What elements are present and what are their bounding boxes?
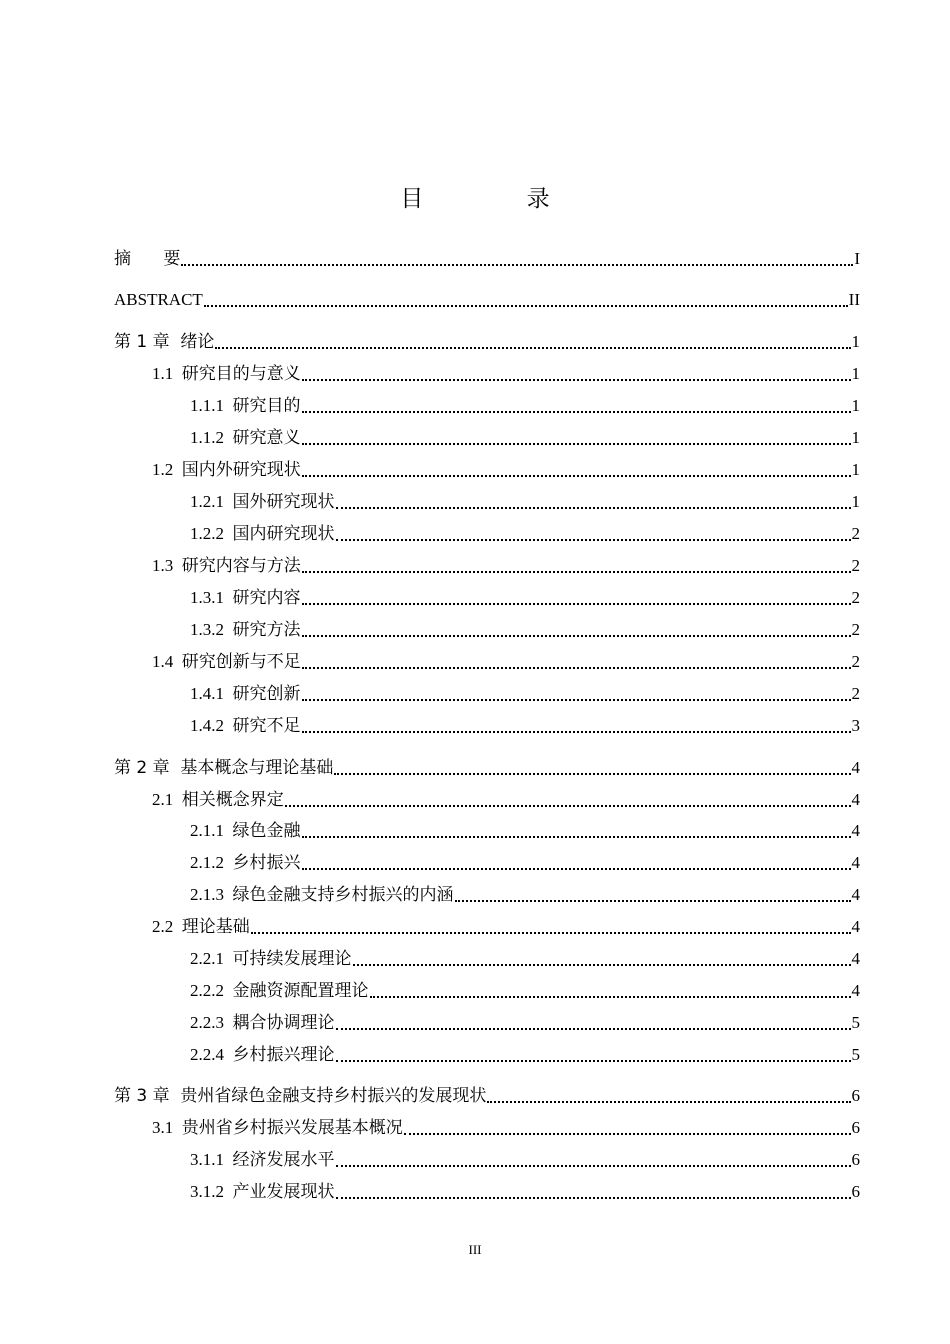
- toc-entry-page: 1: [851, 460, 860, 479]
- toc-entry[interactable]: [190, 948, 860, 970]
- toc-dot-leader: [404, 1133, 851, 1135]
- toc-entry-page: 1: [851, 332, 860, 351]
- toc-entry-page: 5: [851, 1045, 860, 1064]
- toc-dot-leader: [487, 1101, 850, 1103]
- toc-entry-page: 1: [851, 396, 860, 415]
- toc-entry-label: 第 1 章 绪论: [114, 332, 215, 352]
- toc-entry[interactable]: [152, 363, 860, 385]
- toc-entry[interactable]: [190, 980, 860, 1002]
- toc-entry[interactable]: [114, 757, 860, 779]
- toc-entry[interactable]: [190, 1012, 860, 1034]
- toc-entry-label: 1.1.1 研究目的: [190, 396, 301, 415]
- toc-entry-label: 1.3 研究内容与方法: [152, 556, 301, 575]
- toc-entry[interactable]: [190, 427, 860, 449]
- toc-dot-leader: [336, 507, 851, 509]
- toc-entry-page: 4: [851, 853, 860, 872]
- toc-dot-leader: [336, 1197, 851, 1199]
- toc-entry-page: 1: [851, 364, 860, 383]
- toc-entry-page: 4: [851, 981, 860, 1000]
- toc-entry-label: 1.4.2 研究不足: [190, 716, 301, 735]
- toc-entry[interactable]: [114, 248, 860, 270]
- toc-entry[interactable]: [152, 459, 860, 481]
- toc-entry[interactable]: [114, 1085, 860, 1107]
- toc-dot-leader: [302, 411, 851, 413]
- toc-entry-page: 6: [851, 1086, 860, 1105]
- toc-dot-leader: [302, 667, 851, 669]
- toc-dot-leader: [302, 731, 851, 733]
- toc-dot-leader: [353, 964, 851, 966]
- toc-entry[interactable]: [114, 289, 860, 311]
- toc-entry-label: 1.1 研究目的与意义: [152, 364, 301, 383]
- toc-entry-label: 1.3.1 研究内容: [190, 588, 301, 607]
- toc-entry-page: 4: [851, 821, 860, 840]
- toc-dot-leader: [302, 868, 851, 870]
- toc-entry[interactable]: [190, 884, 860, 906]
- toc-entry[interactable]: [114, 331, 860, 353]
- toc-entry[interactable]: [190, 1044, 860, 1066]
- toc-entry-page: 2: [851, 524, 860, 543]
- toc-entry-page: 1: [851, 428, 860, 447]
- toc-entry-label: 2.1.2 乡村振兴: [190, 853, 301, 872]
- toc-entry-label: 2.1 相关概念界定: [152, 790, 284, 809]
- toc-entry-label: 2.1.1 绿色金融: [190, 821, 301, 840]
- toc-dot-leader: [302, 836, 851, 838]
- toc-entry[interactable]: [190, 820, 860, 842]
- toc-entry-page: 3: [851, 716, 860, 735]
- toc-entry[interactable]: [190, 491, 860, 513]
- toc-dot-leader: [336, 539, 851, 541]
- toc-entry-page: 1: [851, 492, 860, 511]
- page-title: 目 录: [400, 186, 598, 212]
- toc-entry-label: 2.2.3 耦合协调理论: [190, 1013, 335, 1032]
- toc-entry-page: 4: [851, 949, 860, 968]
- toc-dot-leader: [251, 932, 851, 934]
- toc-entry-page: 2: [851, 556, 860, 575]
- toc-dot-leader: [336, 1060, 851, 1062]
- toc-entry-page: 2: [851, 588, 860, 607]
- toc-entry-page: 2: [851, 684, 860, 703]
- toc-entry-page: II: [848, 290, 860, 309]
- toc-entry-page: 2: [851, 620, 860, 639]
- toc-dot-leader: [302, 379, 851, 381]
- toc-entry[interactable]: [190, 395, 860, 417]
- toc-dot-leader: [215, 347, 850, 349]
- toc-entry[interactable]: [152, 1117, 860, 1139]
- toc-entry[interactable]: [152, 555, 860, 577]
- toc-entry[interactable]: [190, 1181, 860, 1203]
- toc-dot-leader: [455, 900, 851, 902]
- toc-entry-label: 2.2.1 可持续发展理论: [190, 949, 352, 968]
- toc-entry-label: 2.2 理论基础: [152, 917, 250, 936]
- toc-entry-label: 3.1.1 经济发展水平: [190, 1150, 335, 1169]
- toc-entry-label: 1.3.2 研究方法: [190, 620, 301, 639]
- toc-entry[interactable]: [190, 683, 860, 705]
- toc-entry-page: 4: [851, 885, 860, 904]
- toc-dot-leader: [181, 264, 853, 266]
- toc-dot-leader: [336, 1165, 851, 1167]
- toc-entry-label: 1.2.2 国内研究现状: [190, 524, 335, 543]
- toc-entry[interactable]: [152, 916, 860, 938]
- toc-dot-leader: [370, 996, 851, 998]
- toc-entry-label: 2.1.3 绿色金融支持乡村振兴的内涵: [190, 885, 454, 904]
- toc-entry[interactable]: [152, 651, 860, 673]
- toc-entry-label: 2.2.2 金融资源配置理论: [190, 981, 369, 1000]
- toc-entry-page: 6: [851, 1182, 860, 1201]
- toc-dot-leader: [302, 443, 851, 445]
- toc-dot-leader: [302, 603, 851, 605]
- toc-entry-label: 第 2 章 基本概念与理论基础: [114, 758, 334, 778]
- toc-entry-page: I: [854, 249, 860, 268]
- toc-entry-label: 第 3 章 贵州省绿色金融支持乡村振兴的发展现状: [114, 1086, 487, 1106]
- toc-entry-label: 1.1.2 研究意义: [190, 428, 301, 447]
- toc-entry-label: 2.2.4 乡村振兴理论: [190, 1045, 335, 1064]
- toc-entry-label: 摘 要: [114, 249, 181, 269]
- toc-dot-leader: [204, 305, 848, 307]
- toc-entry[interactable]: [190, 619, 860, 641]
- toc-entry-page: 6: [851, 1150, 860, 1169]
- toc-entry[interactable]: [190, 715, 860, 737]
- toc-dot-leader: [302, 571, 851, 573]
- toc-dot-leader: [285, 805, 851, 807]
- toc-dot-leader: [302, 635, 851, 637]
- toc-entry[interactable]: [190, 523, 860, 545]
- toc-entry-page: 5: [851, 1013, 860, 1032]
- toc-entry-label: 1.4 研究创新与不足: [152, 652, 301, 671]
- toc-entry[interactable]: [190, 587, 860, 609]
- toc-entry[interactable]: [190, 852, 860, 874]
- toc-entry-label: 1.2.1 国外研究现状: [190, 492, 335, 511]
- toc-entry-label: 3.1.2 产业发展现状: [190, 1182, 335, 1201]
- toc-entry-label: 1.4.1 研究创新: [190, 684, 301, 703]
- toc-entry[interactable]: [190, 1149, 860, 1171]
- toc-dot-leader: [334, 773, 850, 775]
- toc-entry-label: 1.2 国内外研究现状: [152, 460, 301, 479]
- toc-dot-leader: [302, 475, 851, 477]
- toc-dot-leader: [336, 1028, 851, 1030]
- toc-entry-page: 4: [851, 917, 860, 936]
- toc-entry-label: ABSTRACT: [114, 290, 203, 309]
- toc-entry-label: 3.1 贵州省乡村振兴发展基本概况: [152, 1118, 403, 1137]
- page-number-footer: III: [468, 1242, 482, 1257]
- toc-entry-page: 4: [851, 790, 860, 809]
- toc-entry[interactable]: [152, 789, 860, 811]
- toc-entry-page: 4: [851, 758, 860, 777]
- toc-entry-page: 2: [851, 652, 860, 671]
- toc-entry-page: 6: [851, 1118, 860, 1137]
- toc-dot-leader: [302, 699, 851, 701]
